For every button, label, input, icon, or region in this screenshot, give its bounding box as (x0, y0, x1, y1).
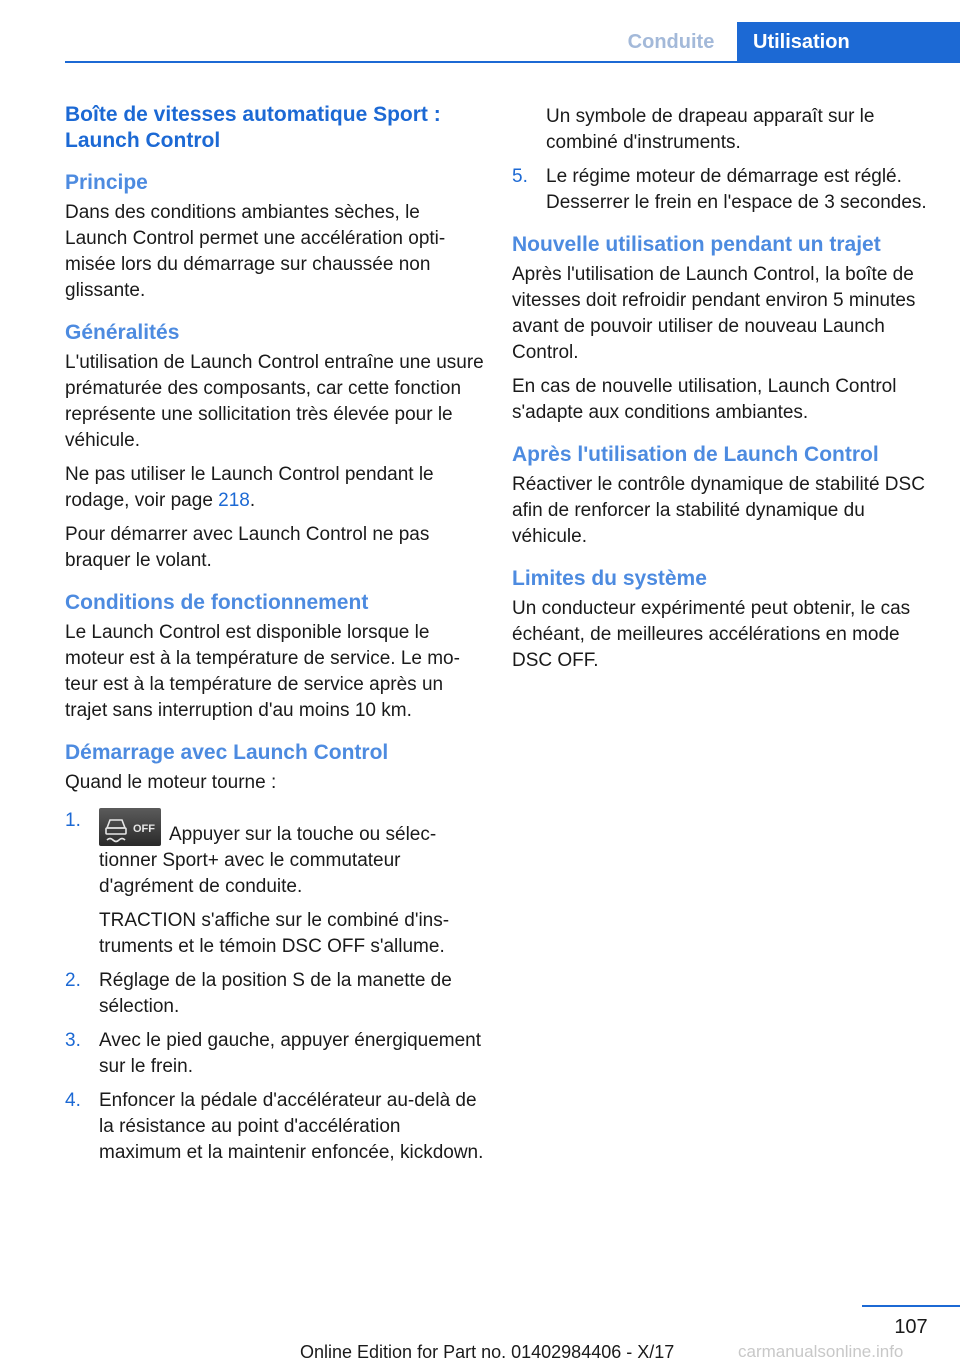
generalites-p2 (65, 462, 485, 514)
tab-conduite[interactable]: Conduite (627, 31, 715, 53)
step-number: 3. (65, 1030, 81, 1051)
list-item (512, 104, 932, 156)
step-text: Avec le pied gauche, appuyer énergiquement sur le frein. (99, 1030, 482, 1077)
apres-text: Réactiver le contrôle dynamique de stabilité DSC afin de renforcer la stabilité dynamique du véhicule. (512, 474, 925, 547)
watermark: carmanualsonline.info (738, 1342, 904, 1361)
step-number: 1. (65, 810, 81, 831)
dsc-icon-label: OFF (133, 823, 155, 835)
nouvelle-p2: En cas de nouvelle utilisation, Launch Control s'adapte aux conditions ambiantes. (512, 376, 897, 423)
steps-list (65, 808, 485, 1166)
list-item (512, 164, 932, 216)
generalites-p2-end: . (249, 490, 256, 511)
step-text: Enfoncer la pédale d'accélérateur au-delà de la résistance au point d'accélération maximum et la maintenir enfoncée, kickdown. (99, 1090, 484, 1163)
limites-text: Un conducteur expérimenté peut obtenir, le cas échéant, de meilleures accélérations en mode DSC OFF. (512, 598, 911, 671)
section-title: Boîte de vitesses automatique Sport : Launch Control (65, 103, 441, 152)
step-text: Un symbole de drapeau apparaît sur le combiné d'instruments. (546, 106, 875, 153)
dsc-off-button-icon (99, 808, 161, 846)
edition-info: Online Edition for Part no. 01402984406 - X/17 (300, 1342, 675, 1362)
generalites-p2-text: Ne pas utiliser le Launch Control pendant le rodage, voir page (65, 464, 434, 511)
heading-generalites: Généralités (65, 321, 180, 344)
generalites-p3: Pour démarrer avec Launch Control ne pas braquer le volant. (65, 524, 430, 571)
heading-apres-utilisation: Après l'utilisation de Launch Control (512, 443, 879, 466)
heading-principe: Principe (65, 171, 148, 194)
heading-conditions: Conditions de fonctionnement (65, 591, 369, 614)
step-number: 4. (65, 1090, 81, 1111)
step-text: Le régime moteur de démarrage est réglé. Desserrer le frein en l'espace de 3 secondes. (546, 166, 927, 213)
left-column (65, 100, 485, 1174)
page-number: 107 (894, 1316, 928, 1338)
heading-demarrage: Démarrage avec Launch Control (65, 741, 389, 764)
right-column (512, 100, 932, 682)
tab-utilisation[interactable]: Utilisation (737, 22, 960, 62)
step-subtext: TRACTION s'affiche sur le combiné d'instruments et le témoin DSC OFF s'allume. (99, 910, 450, 957)
step-text: Appuyer sur la touche ou sélectionner Sport+ avec le commutateur d'agrément de conduite. (99, 824, 437, 897)
principe-text: Dans des conditions ambiantes sèches, le Launch Control permet une accélération optimisée lors du démarrage sur chaussée non glissante. (65, 202, 446, 301)
step-number: 5. (512, 166, 528, 187)
heading-nouvelle-utilisation: Nouvelle utilisation pendant un trajet (512, 233, 881, 256)
list-item (65, 808, 485, 960)
list-item (65, 1028, 485, 1080)
step-number: 2. (65, 970, 81, 991)
conditions-text: Le Launch Control est disponible lorsque le moteur est à la température de service. Le moteur est à la température de service après un trajet sans interruption d'au moins 10 km. (65, 622, 460, 721)
page-reference-link[interactable]: 218 (218, 490, 250, 511)
demarrage-intro: Quand le moteur tourne : (65, 772, 277, 793)
steps-list-continued (512, 104, 932, 216)
footer-rule (862, 1305, 960, 1307)
nouvelle-p1: Après l'utilisation de Launch Control, la boîte de vitesses doit refroidir pendant environ 5 minutes avant de pouvoir utiliser de nouveau Launch Control. (512, 264, 916, 363)
step-text: Réglage de la position S de la manette de sélection. (99, 970, 452, 1017)
header-rule (65, 61, 960, 63)
generalites-p1: L'utilisation de Launch Control entraîne une usure prématurée des composants, car cette fonction représente une sollicitation très élevée pour le véhicule. (65, 352, 484, 451)
list-item (65, 968, 485, 1020)
heading-limites: Limites du système (512, 567, 707, 590)
list-item (65, 1088, 485, 1166)
